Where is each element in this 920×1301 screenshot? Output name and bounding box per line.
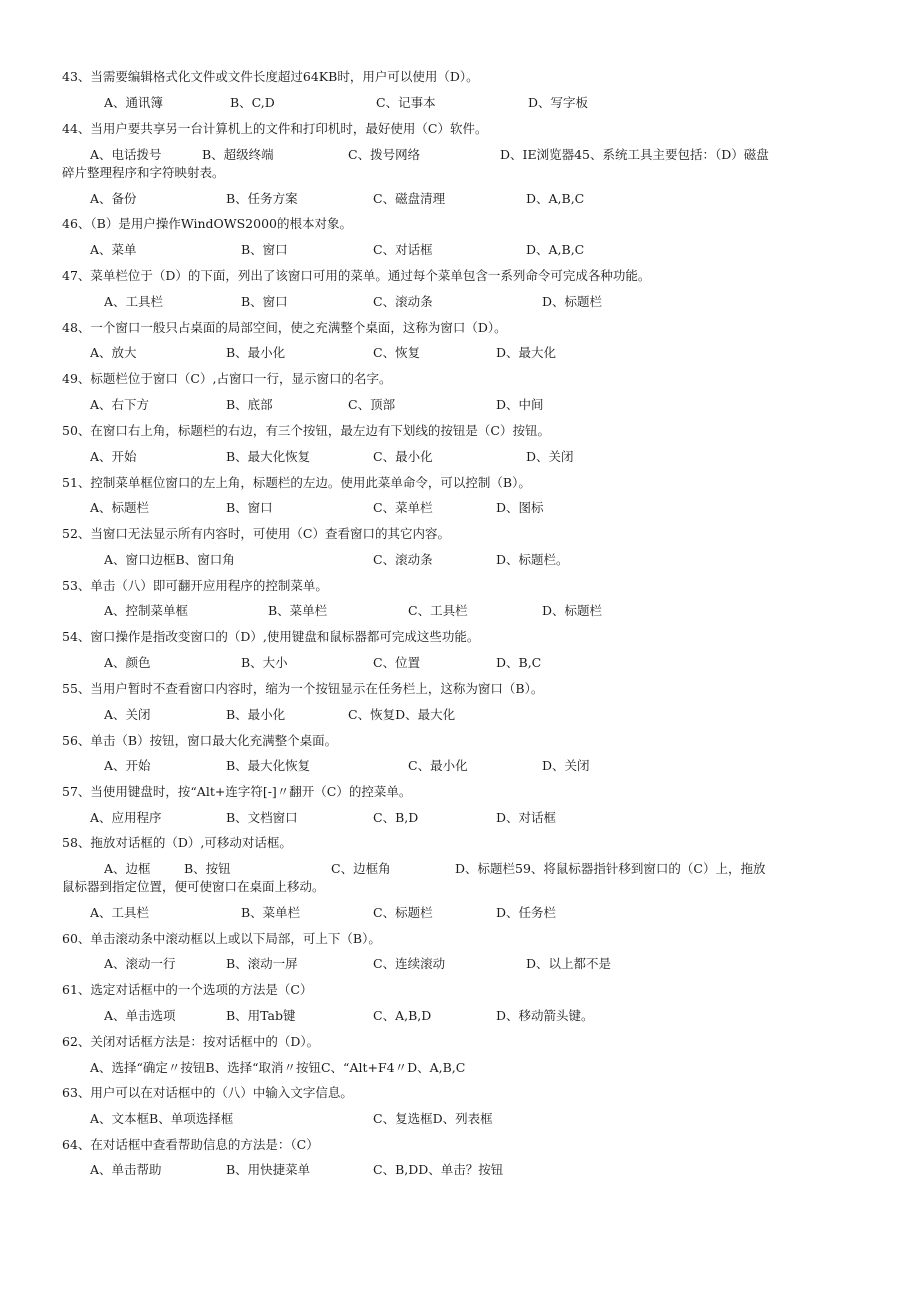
options-52 (0, 551, 920, 571)
option-a: A、电话拨号 (90, 147, 162, 162)
question-61 (0, 981, 920, 1001)
option-d: D、关闭 (542, 758, 590, 773)
option-b: B、用Tab键 (226, 1008, 296, 1023)
question-45-continued (0, 164, 920, 184)
question-56 (0, 732, 920, 752)
option-a: A、单击帮助 (90, 1162, 162, 1177)
question-48 (0, 319, 920, 339)
question-text: 49、标题栏位于窗口（C）,占窗口一行，显示窗口的名字。 (62, 371, 392, 386)
option-c: C、标题栏 (373, 905, 433, 920)
option-d: D、任务栏 (496, 905, 557, 920)
question-55 (0, 680, 920, 700)
option-a: A、颜色 (104, 655, 151, 670)
option-d: D、图标 (496, 500, 544, 515)
option-b: B、窗口 (241, 294, 288, 309)
options-54 (0, 654, 920, 674)
option-d: D、标题栏 (542, 294, 603, 309)
question-text: 53、单击（八）即可翻开应用程序的控制菜单。 (62, 578, 328, 593)
options-48 (0, 344, 920, 364)
option-b: B、最小化 (226, 345, 286, 360)
options-55 (0, 706, 920, 726)
question-50 (0, 422, 920, 442)
question-text: 60、单击滚动条中滚动框以上或以下局部，可上下（B）。 (62, 931, 381, 946)
option-d: D、标题栏。 (496, 552, 569, 567)
question-57 (0, 783, 920, 803)
question-52 (0, 525, 920, 545)
options-57 (0, 809, 920, 829)
question-text: 48、一个窗口一般只占桌面的局部空间，使之充满整个桌面，这称为窗口（D）。 (62, 320, 507, 335)
option-d: D、以上都不是 (526, 956, 612, 971)
question-59-continued (0, 878, 920, 898)
options-61 (0, 1007, 920, 1027)
question-64 (0, 1136, 920, 1156)
option-d: D、A,B,C (526, 242, 585, 257)
option-c: C、拨号网络 (348, 147, 421, 162)
options-62 (0, 1059, 920, 1079)
option-b: B、窗口 (241, 242, 288, 257)
question-54 (0, 628, 920, 648)
option-cd: C、B,DD、单击？按钮 (373, 1162, 504, 1177)
option-b: B、最大化恢复 (226, 449, 311, 464)
options-44 (0, 146, 920, 166)
question-49 (0, 370, 920, 390)
question-text: 鼠标器到指定位置，便可使窗口在桌面上移动。 (62, 879, 325, 894)
option-c: C、边框角 (331, 861, 391, 876)
question-43 (0, 68, 920, 88)
option-c: C、最小化 (373, 449, 433, 464)
option-a: A、放大 (90, 345, 137, 360)
option-b: B、C,D (230, 95, 275, 110)
option-cd: C、复选框D、列表框 (373, 1111, 493, 1126)
option-b: B、大小 (241, 655, 288, 670)
option-b: B、最大化恢复 (226, 758, 311, 773)
question-47 (0, 267, 920, 287)
option-c: C、工具栏 (408, 603, 468, 618)
option-abcd: A、选择“确定〃按钮B、选择“取消〃按钮C、“Alt+F4〃D、A,B,C (90, 1060, 466, 1075)
option-cd: C、恢复D、最大化 (348, 707, 456, 722)
option-b: B、窗口 (226, 500, 273, 515)
question-44 (0, 120, 920, 140)
option-c: C、位置 (373, 655, 421, 670)
options-43 (0, 94, 920, 114)
options-46 (0, 241, 920, 261)
options-50 (0, 448, 920, 468)
option-a: A、菜单 (90, 242, 137, 257)
option-a: A、边框 (104, 861, 151, 876)
question-text: 61、选定对话框中的一个选项的方法是（C） (62, 982, 313, 997)
options-58 (0, 860, 920, 880)
option-c: C、滚动条 (373, 294, 433, 309)
question-58 (0, 834, 920, 854)
options-60 (0, 955, 920, 975)
question-63 (0, 1084, 920, 1104)
option-d: D、关闭 (526, 449, 574, 464)
option-b: B、最小化 (226, 707, 286, 722)
question-46 (0, 215, 920, 235)
question-text: 62、关闭对话框方法是：按对话框中的（D）。 (62, 1034, 320, 1049)
options-51 (0, 499, 920, 519)
option-c: C、连续滚动 (373, 956, 446, 971)
question-53 (0, 577, 920, 597)
question-text: 碎片整理程序和字符映射表。 (62, 165, 225, 180)
option-c: C、菜单栏 (373, 500, 433, 515)
option-a: A、工具栏 (90, 905, 150, 920)
option-a: A、通讯簿 (104, 95, 164, 110)
option-d: D、最大化 (496, 345, 557, 360)
question-text: 54、窗口操作是指改变窗口的（D）,使用键盘和鼠标器都可完成这些功能。 (62, 629, 480, 644)
question-text: 52、当窗口无法显示所有内容时，可使用（C）查看窗口的其它内容。 (62, 526, 450, 541)
option-a: A、标题栏 (90, 500, 150, 515)
question-62 (0, 1033, 920, 1053)
option-ab: A、文本框B、单项选择框 (90, 1111, 234, 1126)
question-51 (0, 474, 920, 494)
option-a: A、开始 (90, 449, 137, 464)
question-text: 46、（B）是用户操作WindOWS2000的根本对象。 (62, 216, 352, 231)
option-d: D、标题栏59、将鼠标器指针移到窗口的（C）上，拖放 (455, 861, 766, 876)
options-45 (0, 190, 920, 210)
option-a: A、关闭 (104, 707, 151, 722)
option-a: A、开始 (104, 758, 151, 773)
options-59 (0, 904, 920, 924)
question-text: 44、当用户要共享另一台计算机上的文件和打印机时，最好使用（C）软件。 (62, 121, 488, 136)
options-63 (0, 1110, 920, 1130)
option-a: A、控制菜单框 (104, 603, 189, 618)
option-d: D、对话框 (496, 810, 557, 825)
question-text: 57、当使用键盘时，按“Alt+连字符[-]〃翻开（C）的控菜单。 (62, 784, 412, 799)
option-b: B、用快捷菜单 (226, 1162, 311, 1177)
option-ab: A、窗口边框B、窗口角 (104, 552, 235, 567)
options-56 (0, 757, 920, 777)
option-d: D、移动箭头键。 (496, 1008, 594, 1023)
option-c: C、最小化 (408, 758, 468, 773)
option-c: C、记事本 (376, 95, 436, 110)
option-a: A、备份 (90, 191, 137, 206)
option-b: B、任务方案 (226, 191, 298, 206)
question-60 (0, 930, 920, 950)
option-a: A、应用程序 (90, 810, 162, 825)
option-c: C、恢复 (373, 345, 421, 360)
options-53 (0, 602, 920, 622)
option-c: C、滚动条 (373, 552, 433, 567)
option-d: D、中间 (496, 397, 544, 412)
option-a: A、工具栏 (104, 294, 164, 309)
option-b: B、超级终端 (202, 147, 274, 162)
question-text: 64、在对话框中查看帮助信息的方法是：（C） (62, 1137, 319, 1152)
option-d: D、A,B,C (526, 191, 585, 206)
option-a: A、右下方 (90, 397, 150, 412)
option-c: C、A,B,D (373, 1008, 432, 1023)
option-b: B、按钮 (184, 861, 231, 876)
options-47 (0, 293, 920, 313)
question-text: 43、当需要编辑格式化文件或文件长度超过64KB时，用户可以使用（D）。 (62, 69, 479, 84)
option-b: B、菜单栏 (241, 905, 301, 920)
question-text: 51、控制菜单框位窗口的左上角，标题栏的左边。使用此菜单命令，可以控制（B）。 (62, 475, 531, 490)
question-text: 56、单击（B）按钮，窗口最大化充满整个桌面。 (62, 733, 338, 748)
option-d: D、写字板 (528, 95, 589, 110)
option-d: D、B,C (496, 655, 542, 670)
options-49 (0, 396, 920, 416)
option-c: C、磁盘清理 (373, 191, 446, 206)
option-d: D、标题栏 (542, 603, 603, 618)
option-c: C、对话框 (373, 242, 433, 257)
options-64 (0, 1161, 920, 1181)
option-a: A、单击选项 (104, 1008, 176, 1023)
option-b: B、滚动一屏 (226, 956, 298, 971)
question-text: 47、菜单栏位于（D）的下面，列出了该窗口可用的菜单。通过每个菜单包含一系列命令可完成各种功能。 (62, 268, 651, 283)
question-text: 58、拖放对话框的（D）,可移动对话框。 (62, 835, 292, 850)
option-b: B、菜单栏 (268, 603, 328, 618)
option-b: B、底部 (226, 397, 273, 412)
question-text: 50、在窗口右上角，标题栏的右边，有三个按钮，最左边有下划线的按钮是（C）按钮。 (62, 423, 550, 438)
option-c: C、顶部 (348, 397, 396, 412)
option-d: D、IE浏览器45、系统工具主要包括：（D）磁盘 (500, 147, 769, 162)
option-a: A、滚动一行 (104, 956, 176, 971)
option-b: B、文档窗口 (226, 810, 298, 825)
option-c: C、B,D (373, 810, 419, 825)
question-text: 55、当用户暂时不查看窗口内容时，缩为一个按钮显示在任务栏上，这称为窗口（B）。 (62, 681, 544, 696)
question-text: 63、用户可以在对话框中的（八）中输入文字信息。 (62, 1085, 353, 1100)
